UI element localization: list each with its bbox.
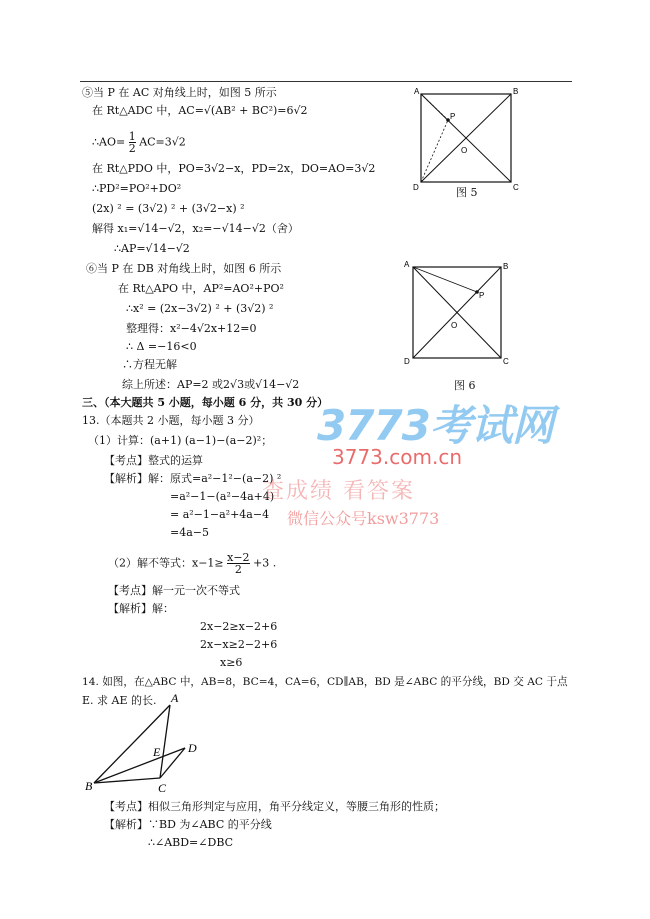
case5-pdo: 在 Rt△PDO 中，PO=3√2−x，PD=2x，DO=AO=3√2 bbox=[92, 162, 376, 175]
fig5-label-c: C bbox=[513, 183, 519, 192]
frac-den: 2 bbox=[128, 142, 136, 155]
watermark-wechat: 微信公众号ksw3773 bbox=[287, 509, 440, 528]
q13-2-solution: 【解析】解： bbox=[108, 602, 174, 615]
fig5-label-p: P bbox=[450, 112, 456, 121]
q13-2-step3: x≥6 bbox=[220, 656, 243, 669]
case5-solutions: 解得 x₁=√14−√2，x₂=−√14−√2（舍） bbox=[92, 222, 299, 235]
q13-1-topic: 【考点】整式的运算 bbox=[104, 454, 203, 467]
q13-2-topic: 【考点】解一元一次不等式 bbox=[108, 584, 240, 597]
ineq-suffix: +3 . bbox=[253, 556, 277, 570]
ao-prefix: ∴AO= bbox=[92, 135, 126, 149]
q13-1-solution: 【解析】解：原式=a²−1²−(a−2) ² bbox=[104, 472, 282, 485]
figure-5-square-diagonal-ac bbox=[408, 86, 524, 196]
fig5-label-a: A bbox=[414, 87, 420, 96]
q14-label-c: C bbox=[158, 781, 167, 795]
case5-heading: ⑤当 P 在 AC 对角线上时，如图 5 所示 bbox=[82, 86, 277, 99]
q14-statement-cont: E. 求 AE 的长. bbox=[82, 694, 157, 707]
q13-1-step2: = a²−1−a²+4a−4 bbox=[170, 508, 270, 521]
case5-pythagoras: ∴PD²=PO²+DO² bbox=[92, 182, 182, 195]
q13-2-step2: 2x−x≥2−2+6 bbox=[200, 638, 278, 651]
fig6-label-b: B bbox=[503, 262, 509, 271]
figure-q14-triangle bbox=[82, 690, 212, 798]
q14-label-b: B bbox=[85, 779, 93, 793]
figure-6-caption: 图 6 bbox=[454, 379, 476, 392]
case6-heading: ⑥当 P 在 DB 对角线上时，如图 6 所示 bbox=[86, 262, 282, 275]
frac-den: 2 bbox=[227, 563, 249, 575]
q13-2-step1: 2x−2≥x−2+6 bbox=[200, 620, 278, 633]
fig5-label-b: B bbox=[513, 87, 519, 96]
section3-heading: 三、（本大题共 5 小题，每小题 6 分，共 30 分） bbox=[82, 396, 329, 409]
q13-heading: 13.（本题共 2 小题，每小题 3 分） bbox=[82, 414, 260, 427]
frac-num: 1 bbox=[128, 130, 136, 143]
fig6-label-o: O bbox=[451, 321, 458, 330]
case5-ao bbox=[92, 131, 186, 154]
case6-simplified: 整理得：x²−4√2x+12=0 bbox=[126, 322, 257, 335]
case6-discriminant: ∴ Δ =−16<0 bbox=[126, 340, 197, 353]
figure-6-square-diagonal-db bbox=[400, 258, 516, 370]
fig5-label-d: D bbox=[413, 183, 419, 192]
q14-topic: 【考点】相似三角形判定与应用，角平分线定义，等腰三角形的性质； bbox=[104, 800, 445, 813]
q14-statement: 14. 如图，在△ABC 中，AB=8，BC=4，CA=6，CD∥AB，BD 是∠ABC 的平分线，BD 交 AC 于点 bbox=[82, 676, 568, 688]
ineq-prefix: （2）解不等式：x−1≥ bbox=[108, 556, 224, 570]
case6-no-solution: ∴方程无解 bbox=[122, 358, 177, 371]
case6-equation: ∴x² = (2x−3√2) ² + (3√2) ² bbox=[126, 302, 274, 315]
ineq-fraction bbox=[227, 552, 249, 575]
q14-label-d: D bbox=[188, 741, 197, 755]
figure-5-caption: 图 5 bbox=[456, 186, 478, 199]
fig6-label-c: C bbox=[503, 357, 509, 366]
case5-ac-length: 在 Rt△ADC 中，AC=√(AB² + BC²)=6√2 bbox=[92, 104, 308, 117]
frac-num: x−2 bbox=[227, 551, 250, 564]
header-rule bbox=[80, 81, 572, 82]
watermark-site: 3773.com.cn bbox=[332, 445, 462, 469]
half-fraction bbox=[129, 131, 136, 154]
fig6-label-d: D bbox=[404, 357, 410, 366]
watermark-brand: 3773考试网 bbox=[317, 401, 553, 450]
watermark-slogan: 查成绩 看答案 bbox=[262, 479, 415, 504]
q13-part2 bbox=[108, 552, 276, 575]
fig6-label-p: P bbox=[479, 291, 485, 300]
ao-suffix: AC=3√2 bbox=[139, 135, 186, 149]
case6-apo: 在 Rt△APO 中，AP²=AO²+PO² bbox=[118, 282, 284, 295]
q13-1-step3: =4a−5 bbox=[170, 526, 209, 539]
q14-step1: ∴∠ABD=∠DBC bbox=[148, 836, 234, 849]
q13-part1: （1）计算：(a+1) (a−1)−(a−2)²； bbox=[88, 434, 273, 447]
q14-label-a: A bbox=[171, 691, 179, 705]
summary: 综上所述：AP=2 或2√3或√14−√2 bbox=[122, 378, 300, 391]
case5-result: ∴AP=√14−√2 bbox=[114, 242, 190, 255]
case5-equation: (2x) ² = (3√2) ² + (3√2−x) ² bbox=[92, 202, 245, 215]
q13-1-step1: =a²−1−(a²−4a+4) bbox=[170, 490, 275, 503]
fig5-label-o: O bbox=[461, 146, 468, 155]
fig6-label-a: A bbox=[404, 260, 410, 269]
q14-solution: 【解析】∵BD 为∠ABC 的平分线 bbox=[104, 818, 272, 831]
q14-label-e: E bbox=[153, 745, 161, 759]
